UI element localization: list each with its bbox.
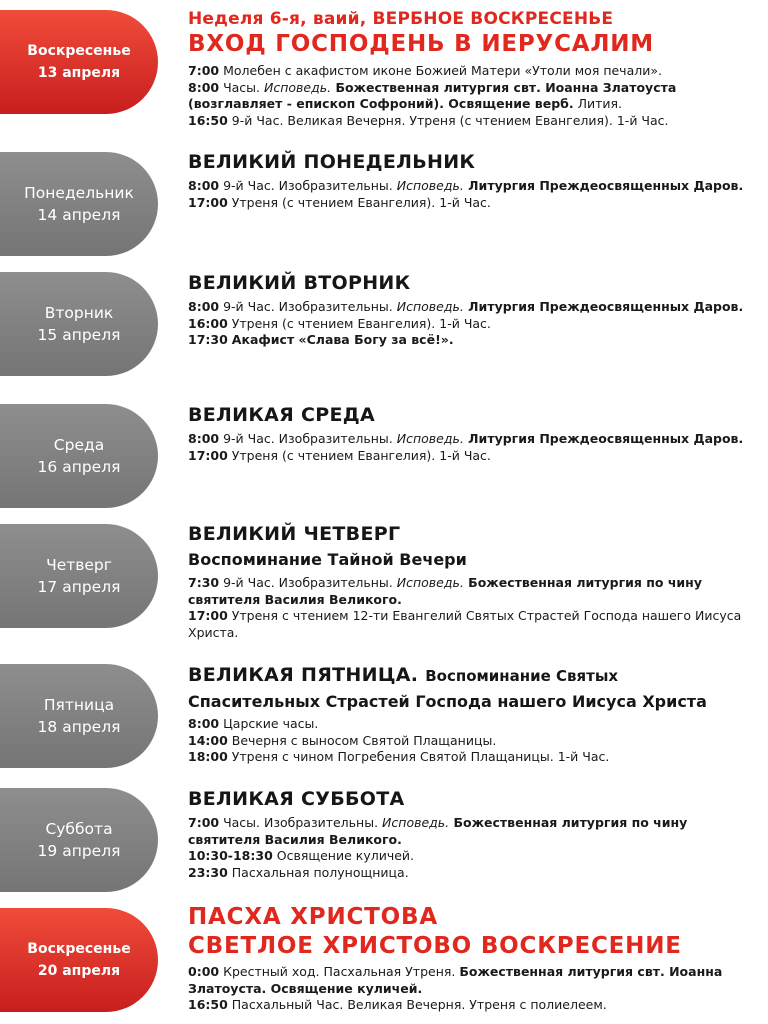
day-title: ВЕЛИКИЙ ВТОРНИК (188, 272, 411, 294)
day-name: Воскресенье (27, 43, 131, 59)
feast-subtitle: Неделя 6-я, ваий, ВЕРБНОЕ ВОСКРЕСЕНЬЕ (188, 9, 614, 29)
day-name: Воскресенье (27, 941, 131, 957)
service-line: 7:00 Молебен с акафистом иконе Божией Матери «Утоли моя печали». (188, 63, 662, 78)
day-date: 18 апреля (37, 718, 121, 736)
day-date: 16 апреля (37, 458, 121, 476)
day-name: Понедельник (24, 184, 134, 202)
service-line: 7:00 Часы. Изобразительны. Исповедь. Божественная литургия по чину святителя Василия Великого. (188, 815, 688, 847)
service-line: 8:00 9-й Час. Изобразительны. Исповедь. Литургия Преждеосвященных Даров. (188, 299, 744, 314)
day-title: ВЕЛИКАЯ СУББОТА (188, 788, 405, 810)
day-pill (0, 10, 158, 114)
service-line: 8:00 9-й Час. Изобразительны. Исповедь. Литургия Преждеосвященных Даров. (188, 178, 744, 193)
day-date: 20 апреля (37, 963, 121, 979)
day-pill (0, 788, 158, 892)
day-pill (0, 272, 158, 376)
day-name: Среда (53, 436, 105, 454)
feast-title: ВХОД ГОСПОДЕНЬ В ИЕРУСАЛИМ (188, 31, 654, 57)
day-date: 17 апреля (37, 578, 121, 596)
service-line: 0:00 Крестный ход. Пасхальная Утреня. Божественная литургия свт. Иоанна Златоуста. Освящение куличей. (188, 964, 723, 996)
service-line: 7:30 9-й Час. Изобразительны. Исповедь. Божественная литургия по чину святителя Василия Великого. (188, 575, 702, 607)
day-name: Вторник (44, 304, 114, 322)
service-line: 17:30 Акафист «Слава Богу за всё!». (188, 332, 454, 347)
service-line: 16:50 9-й Час. Великая Вечерня. Утреня (с чтением Евангелия). 1-й Час. (188, 112, 669, 128)
day-pill (0, 664, 158, 768)
day-title: ВЕЛИКАЯ ПЯТНИЦА. Воспоминание Святых (188, 664, 619, 686)
service-line: 10:30-18:30 Освящение куличей. (188, 848, 415, 863)
day-date: 15 апреля (37, 326, 121, 344)
service-line: 8:00 Царские часы. (188, 716, 319, 731)
service-line: 18:00 Утреня с чином Погребения Святой Плащаницы. 1-й Час. (188, 749, 610, 764)
feast-title: ПАСХА ХРИСТОВА (188, 904, 438, 930)
service-line: 17:00 Утреня (с чтением Евангелия). 1-й Час. (188, 194, 491, 210)
service-line: 8:00 Часы. Исповедь. Божественная литургия свт. Иоанна Златоуста (возглавляет - епископ Софроний). Освящение верб. Лития. (188, 79, 677, 111)
day-name: Пятница (43, 696, 115, 714)
day-subtitle: Воспоминание Тайной Вечери (188, 550, 467, 569)
day-name: Суббота (45, 820, 113, 838)
day-pill (0, 404, 158, 508)
day-pill (0, 524, 158, 628)
service-line: 14:00 Вечерня с выносом Святой Плащаницы. (188, 732, 497, 748)
day-title: ВЕЛИКИЙ ЧЕТВЕРГ (188, 523, 401, 545)
day-title-inline: Воспоминание Святых (425, 667, 619, 685)
day-date: 19 апреля (37, 842, 121, 860)
service-line: 17:00 Утреня (с чтением Евангелия). 1-й Час. (188, 447, 491, 463)
service-line: 16:00 Утреня (с чтением Евангелия). 1-й Час. (188, 315, 491, 331)
day-pill (0, 152, 158, 256)
day-pill (0, 908, 158, 1012)
service-line: 17:00 Утреня с чтением 12-ти Евангелий Святых Страстей Господа нашего Иисуса Христа. (188, 608, 742, 640)
day-title: ВЕЛИКАЯ СРЕДА (188, 404, 375, 426)
day-name: Четверг (46, 556, 112, 574)
day-date: 13 апреля (37, 65, 121, 81)
feast-subtitle: СВЕТЛОЕ ХРИСТОВО ВОСКРЕСЕНИЕ (188, 933, 682, 959)
service-line: 8:00 9-й Час. Изобразительны. Исповедь. Литургия Преждеосвященных Даров. (188, 431, 744, 446)
day-title: ВЕЛИКИЙ ПОНЕДЕЛЬНИК (188, 151, 476, 173)
day-subtitle: Спасительных Страстей Господа нашего Иисуса Христа (188, 692, 707, 711)
day-date: 14 апреля (37, 206, 121, 224)
service-line: 23:30 Пасхальная полунощница. (188, 864, 409, 880)
service-line: 16:50 Пасхальный Час. Великая Вечерня. Утреня с полиелеем. (188, 997, 607, 1012)
